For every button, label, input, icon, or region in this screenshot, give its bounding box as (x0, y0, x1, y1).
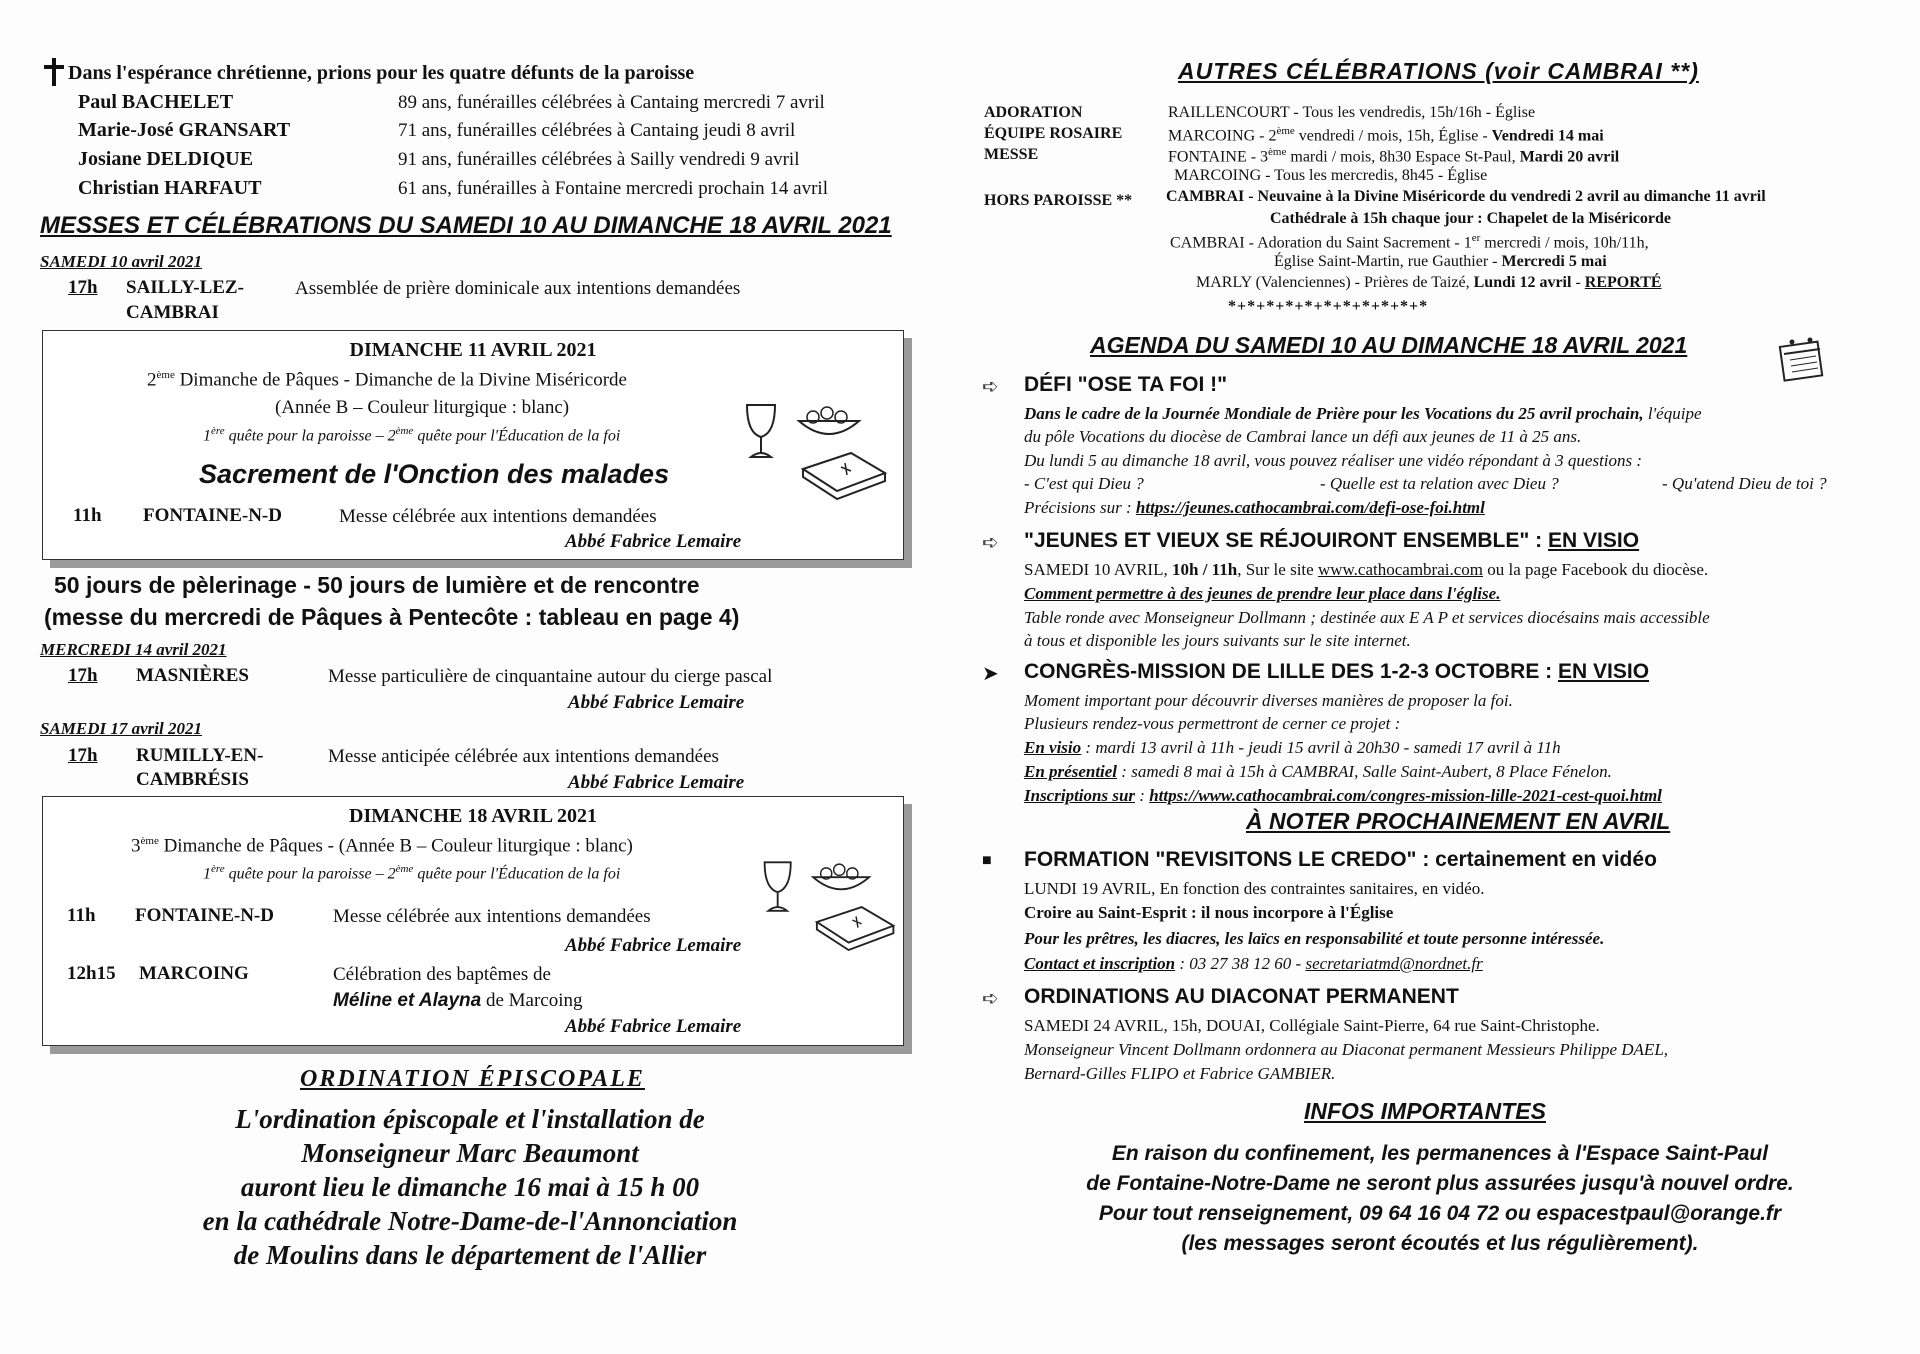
place: CAMBRAI (126, 302, 219, 323)
quete-line: 1ère quête pour la paroisse – 2ème quête pour l'Éducation de la foi (203, 425, 621, 445)
defi-question: - C'est qui Dieu ? (1024, 474, 1144, 493)
formation-line: LUNDI 19 AVRIL, En fonction des contraintes sanitaires, en vidéo. (1024, 879, 1485, 898)
liturgy-line: 2ème Dimanche de Pâques - Dimanche de la Divine Miséricorde (147, 369, 627, 391)
ordination-line: L'ordination épiscopale et l'installation de (235, 1104, 705, 1134)
jeunes-line: Table ronde avec Monseigneur Dollmann ; destinée aux E A P et services diocésains mais accessible (1024, 608, 1710, 627)
masses-heading: MESSES ET CÉLÉBRATIONS DU SAMEDI 10 AU DIMANCHE 18 AVRIL 2021 (40, 212, 892, 239)
deceased-detail: 61 ans, funérailles à Fontaine mercredi prochain 14 avril (398, 178, 828, 199)
infos-line: (les messages seront écoutés et lus régulièrement). (1181, 1232, 1699, 1255)
celebration-line: RAILLENCOURT - Tous les vendredis, 15h/16h - Église (1168, 104, 1536, 121)
jeunes-line: à tous et disponible les jours suivants sur le site internet. (1024, 631, 1411, 650)
congres-link[interactable]: https://www.cathocambrai.com/congres-mission-lille-2021-cest-quoi.html (1149, 786, 1662, 805)
box-title: DIMANCHE 11 AVRIL 2021 (349, 339, 597, 361)
quete-line: 1ère quête pour la paroisse – 2ème quête pour l'Éducation de la foi (203, 863, 621, 883)
mass-description: Assemblée de prière dominicale aux intentions demandées (295, 278, 741, 299)
celebration-line: FONTAINE - 3ème mardi / mois, 8h30 Espace St-Paul, Mardi 20 avril (1168, 146, 1620, 166)
date-wednesday-14: MERCREDI 14 avril 2021 (40, 640, 227, 659)
calendar-icon (1778, 334, 1830, 384)
agenda-heading: AGENDA DU SAMEDI 10 AU DIMANCHE 18 AVRIL 2021 (1090, 332, 1688, 358)
congres-line: Plusieurs rendez-vous permettront de cerner ce projet : (1024, 714, 1401, 733)
sunday-18-box (42, 796, 904, 1046)
ordination-line: de Moulins dans le département de l'Allier (233, 1240, 707, 1270)
infos-heading: INFOS IMPORTANTES (1304, 1098, 1546, 1124)
place: FONTAINE-N-D (143, 505, 282, 526)
email-link[interactable]: secretariatmd@nordnet.fr (1305, 954, 1483, 973)
priest-name: Abbé Fabrice Lemaire (568, 772, 745, 793)
arrow-icon: ➪ (982, 988, 999, 1010)
congres-line: Inscriptions sur : https://www.cathocambrai.com/congres-mission-lille-2021-cest-quoi.html (1024, 786, 1662, 805)
defi-link[interactable]: https://jeunes.cathocambrai.com/defi-ose-foi.html (1135, 498, 1485, 517)
place: FONTAINE-N-D (135, 905, 274, 926)
deceased-detail: 89 ans, funérailles célébrées à Cantaing mercredi 7 avril (398, 92, 825, 113)
mass-description: Messe célébrée aux intentions demandées (333, 906, 651, 927)
congres-title: CONGRÈS-MISSION DE LILLE DES 1-2-3 OCTOBRE : EN VISIO (1024, 660, 1650, 683)
box-title: DIMANCHE 18 AVRIL 2021 (349, 805, 597, 827)
ordination-line: en la cathédrale Notre-Dame-de-l'Annonciation (202, 1206, 738, 1236)
chevron-right-icon: ➤ (982, 663, 999, 685)
defi-title: DÉFI "OSE TA FOI !" (1024, 373, 1228, 396)
label: ADORATION (984, 104, 1083, 121)
cathocambrai-link[interactable]: www.cathocambrai.com (1317, 560, 1483, 579)
formation-title: FORMATION "REVISITONS LE CREDO" : certainement en vidéo (1024, 848, 1657, 871)
priest-name: Abbé Fabrice Lemaire (568, 692, 745, 713)
place: MASNIÈRES (136, 665, 249, 686)
label: HORS PAROISSE ** (984, 192, 1133, 209)
pilgrimage-line: (messe du mercredi de Pâques à Pentecôte : tableau en page 4) (44, 604, 740, 630)
celebration-line: MARCOING - 2ème vendredi / mois, 15h, Église - Vendredi 14 mai (1168, 125, 1604, 145)
autres-heading: AUTRES CÉLÉBRATIONS (voir CAMBRAI **) (1178, 58, 1699, 84)
formation-line: Contact et inscription : 03 27 38 12 60 - secretariatmd@nordnet.fr (1024, 954, 1483, 973)
ordinations-line: Bernard-Gilles FLIPO et Fabrice GAMBIER. (1024, 1064, 1336, 1083)
label: MESSE (984, 146, 1039, 163)
infos-line: En raison du confinement, les permanences à l'Espace Saint-Paul (1111, 1142, 1769, 1165)
celebration-line: Cathédrale à 15h chaque jour : Chapelet de la Miséricorde (1270, 210, 1671, 227)
ordination-line: auront lieu le dimanche 16 mai à 15 h 00 (240, 1172, 700, 1202)
baptism-names: Méline et Alayna de Marcoing (333, 990, 583, 1011)
celebration-line: MARLY (Valenciennes) - Prières de Taizé, Lundi 12 avril - REPORTÉ (1196, 274, 1662, 291)
liturgy-line: 3ème Dimanche de Pâques - (Année B – Couleur liturgique : blanc) (131, 835, 633, 857)
congres-line: Moment important pour découvrir diverses manières de proposer la foi. (1024, 691, 1513, 710)
chalice-bread-book-icon (759, 853, 899, 963)
arrow-icon: ➪ (982, 532, 999, 554)
celebration-line: Église Saint-Martin, rue Gauthier - Mercredi 5 mai (1274, 253, 1607, 270)
mass-description: Messe célébrée aux intentions demandées (339, 506, 657, 527)
sacrament-title: Sacrement de l'Onction des malades (199, 459, 670, 489)
time: 11h (73, 505, 102, 526)
infos-line: Pour tout renseignement, 09 64 16 04 72 ou espacestpaul@orange.fr (1098, 1202, 1782, 1225)
date-saturday-10: SAMEDI 10 avril 2021 (40, 252, 202, 271)
time: 17h (68, 665, 98, 686)
time: 17h (68, 745, 98, 766)
defi-line: Dans le cadre de la Journée Mondiale de Prière pour les Vocations du 25 avril prochain, l'équipe (1024, 404, 1702, 423)
jeunes-title: "JEUNES ET VIEUX SE RÉJOUIRONT ENSEMBLE" : EN VISIO (1024, 529, 1640, 552)
ordination-heading: ORDINATION ÉPISCOPALE (300, 1066, 645, 1092)
ordinations-title: ORDINATIONS AU DIACONAT PERMANENT (1024, 985, 1459, 1008)
congres-line: En présentiel : samedi 8 mai à 15h à CAMBRAI, Salle Saint-Aubert, 8 Place Fénelon. (1024, 762, 1612, 781)
ordination-line: Monseigneur Marc Beaumont (301, 1138, 639, 1168)
defi-question: - Quelle est ta relation avec Dieu ? (1320, 474, 1559, 493)
place: MARCOING (139, 963, 249, 984)
place: SAILLY-LEZ- (126, 277, 244, 298)
mass-description: Messe particulière de cinquantaine autour du cierge pascal (328, 666, 773, 687)
deceased-detail: 71 ans, funérailles célébrées à Cantaing jeudi 8 avril (398, 120, 796, 141)
deceased-name: Paul BACHELET (78, 91, 234, 113)
infos-line: de Fontaine-Notre-Dame ne seront plus assurées jusqu'à nouvel ordre. (1086, 1172, 1794, 1195)
formation-line: Pour les prêtres, les diacres, les laïcs en responsabilité et toute personne intéressée. (1024, 929, 1605, 948)
pilgrimage-line: 50 jours de pèlerinage - 50 jours de lumière et de rencontre (54, 572, 700, 598)
date-saturday-17: SAMEDI 17 avril 2021 (40, 719, 202, 738)
defi-line: du pôle Vocations du diocèse de Cambrai lance un défi aux jeunes de 11 à 25 ans. (1024, 427, 1582, 446)
defi-line: Du lundi 5 au dimanche 18 avril, vous pouvez réaliser une vidéo répondant à 3 questions : (1024, 451, 1643, 470)
arrow-icon: ➪ (982, 376, 999, 398)
ordinations-line: SAMEDI 24 AVRIL, 15h, DOUAI, Collégiale Saint-Pierre, 64 rue Saint-Christophe. (1024, 1016, 1600, 1035)
time: 11h (67, 905, 96, 926)
priest-name: Abbé Fabrice Lemaire (565, 1016, 742, 1037)
sunday-11-box (42, 330, 904, 560)
baptism-description: Célébration des baptêmes de (333, 964, 551, 985)
formation-line: Croire au Saint-Esprit : il nous incorpore à l'Église (1024, 903, 1394, 922)
label: ÉQUIPE ROSAIRE (984, 125, 1123, 142)
celebration-line: CAMBRAI - Neuvaine à la Divine Miséricorde du vendredi 2 avril au dimanche 11 avril (1166, 188, 1766, 205)
congres-line: En visio : mardi 13 avril à 11h - jeudi 15 avril à 20h30 - samedi 17 avril à 11h (1024, 738, 1561, 757)
deceased-name: Josiane DELDIQUE (78, 148, 254, 170)
jeunes-line: Comment permettre à des jeunes de prendre leur place dans l'église. (1024, 584, 1501, 603)
deceased-name: Christian HARFAUT (78, 177, 262, 199)
stars-divider: *+*+*+*+*+*+*+*+*+*+* (1228, 298, 1429, 315)
celebration-line: CAMBRAI - Adoration du Saint Sacrement - 1er mercredi / mois, 10h/11h, (1170, 232, 1649, 252)
cross-icon (42, 56, 66, 88)
defi-question: - Qu'atend Dieu de toi ? (1662, 474, 1827, 493)
time: 12h15 (67, 963, 116, 984)
deceased-detail: 91 ans, funérailles célébrées à Sailly vendredi 9 avril (398, 149, 800, 170)
priest-name: Abbé Fabrice Lemaire (565, 531, 742, 552)
defi-link-line: Précisions sur : https://jeunes.cathocambrai.com/defi-ose-foi.html (1024, 498, 1485, 517)
priest-name: Abbé Fabrice Lemaire (565, 935, 742, 956)
chalice-bread-book-icon (741, 399, 891, 509)
time: 17h (68, 277, 98, 298)
ordinations-line: Monseigneur Vincent Dollmann ordonnera au Diaconat permanent Messieurs Philippe DAEL, (1024, 1040, 1669, 1059)
deceased-intro: Dans l'espérance chrétienne, prions pour les quatre défunts de la paroisse (68, 62, 695, 84)
mass-description: Messe anticipée célébrée aux intentions demandées (328, 746, 719, 767)
place: CAMBRÉSIS (136, 769, 249, 790)
square-bullet-icon: ■ (982, 852, 992, 869)
noter-heading: À NOTER PROCHAINEMENT EN AVRIL (1246, 808, 1671, 834)
celebration-line: MARCOING - Tous les mercredis, 8h45 - Église (1174, 167, 1488, 184)
deceased-name: Marie-José GRANSART (78, 119, 291, 141)
jeunes-line: SAMEDI 10 AVRIL, 10h / 11h, Sur le site www.cathocambrai.com ou la page Facebook du diocèse. (1024, 560, 1709, 579)
liturgy-color: (Année B – Couleur liturgique : blanc) (275, 397, 570, 418)
place: RUMILLY-EN- (136, 745, 264, 766)
